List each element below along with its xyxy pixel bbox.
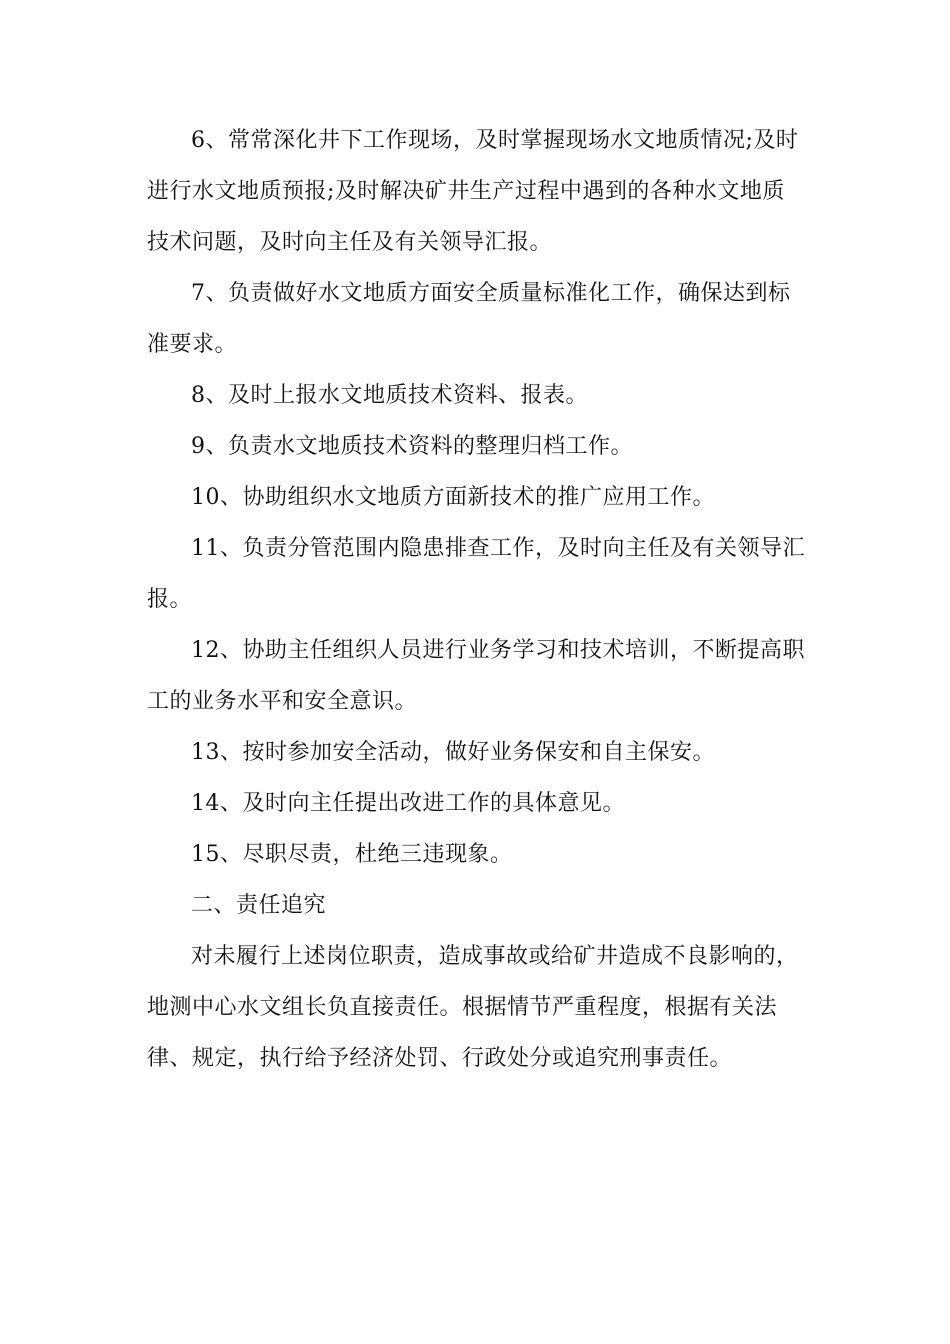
paragraph-item-15: 15、尽职尽责，杜绝三违现象。	[191, 842, 513, 867]
paragraph-accountability: 对未履行上述岗位职责，造成事故或给矿井造成不良影响的，地测中心水文组长负直接责任。根据情节严重程度，根据有关法律、规定，执行给予经济处罚、行政处分或追究刑事责任。	[147, 944, 799, 1071]
paragraph-item-14: 14、及时向主任提出改进工作的具体意见。	[191, 791, 625, 816]
paragraph-item-12: 12、协助主任组织人员进行业务学习和技术培训，不断提高职工的业务水平和安全意识。	[147, 638, 805, 714]
paragraph-item-7: 7、负责做好水文地质方面安全质量标准化工作，确保达到标准要求。	[147, 281, 791, 357]
section-heading-responsibility: 二、责任追究	[191, 893, 327, 918]
paragraph-item-8: 8、及时上报水文地质技术资料、报表。	[191, 383, 588, 408]
paragraph-item-11: 11、负责分管范围内隐患排查工作，及时向主任及有关领导汇报。	[147, 536, 805, 612]
paragraph-item-6: 6、常常深化井下工作现场，及时掌握现场水文地质情况;及时进行水文地质预报;及时解决矿井生产过程中遇到的各种水文地质技术问题，及时向主任及有关领导汇报。	[147, 128, 799, 255]
paragraph-item-10: 10、协助组织水文地质方面新技术的推广应用工作。	[191, 485, 715, 510]
document-body	[147, 115, 807, 1084]
paragraph-item-9: 9、负责水文地质技术资料的整理归档工作。	[191, 434, 633, 459]
paragraph-item-13: 13、按时参加安全活动，做好业务保安和自主保安。	[191, 740, 715, 765]
